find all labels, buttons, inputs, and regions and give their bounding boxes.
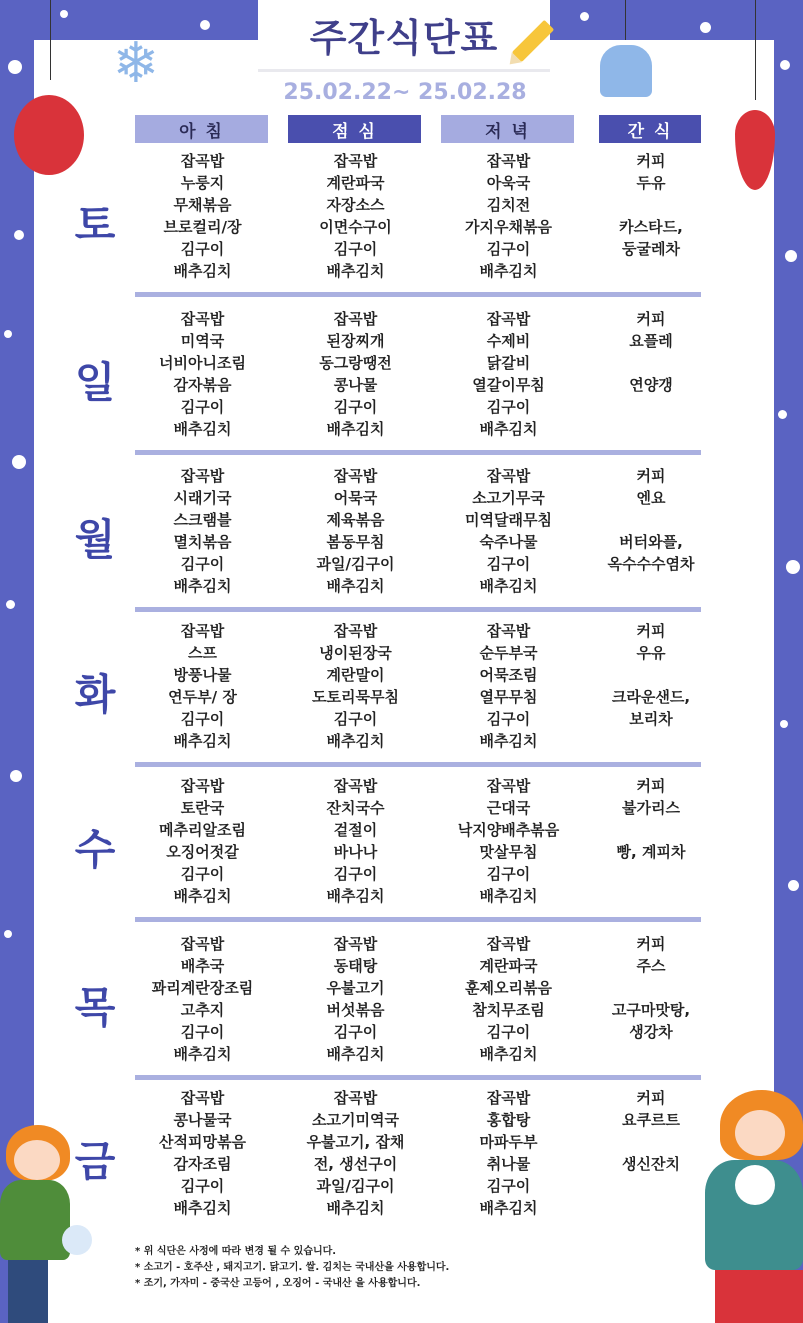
- menu-item: 숙주나물: [479, 533, 538, 551]
- menu-item: 요쿠르트: [622, 1111, 680, 1129]
- menu-item: 김치전: [486, 196, 531, 214]
- lunch-column: [288, 150, 423, 282]
- breakfast-column: [135, 620, 270, 752]
- header-lunch: 점 심: [288, 115, 421, 143]
- snack-column: [599, 150, 703, 282]
- menu-item: 둥굴레차: [622, 240, 680, 258]
- menu-item: 스프: [188, 644, 217, 662]
- menu-item: 배추김치: [173, 887, 232, 905]
- menu-item: 김구이: [180, 865, 225, 883]
- menu-item: 김구이: [333, 240, 378, 258]
- menu-item: 김구이: [333, 865, 378, 883]
- menu-item: 배추김치: [173, 732, 232, 750]
- breakfast-column: [135, 150, 270, 282]
- row-divider: [135, 607, 701, 612]
- note-2: * 소고기 - 호주산 , 돼지고기. 닭고기. 쌀. 김치는 국내산을 사용합니다.: [135, 1262, 450, 1273]
- menu-item: 열무무침: [479, 688, 538, 706]
- menu-item: 배추김치: [479, 420, 538, 438]
- menu-item: 잡곡밥: [333, 1089, 378, 1107]
- menu-item: 버섯볶음: [326, 1001, 385, 1019]
- menu-item: 배추김치: [326, 1199, 385, 1217]
- menu-item: 가지우채볶음: [465, 218, 552, 236]
- menu-item: 동태탕: [333, 957, 378, 975]
- dinner-column: [441, 620, 576, 752]
- menu-item: 커피: [636, 467, 666, 485]
- menu-item: 배추김치: [326, 577, 385, 595]
- menu-item: 배추김치: [479, 1045, 538, 1063]
- menu-item: 무채볶음: [173, 196, 232, 214]
- menu-item: 김구이: [486, 398, 531, 416]
- menu-item: 잡곡밥: [486, 1089, 531, 1107]
- lunch-column: [288, 465, 423, 597]
- menu-item: 카스타드,: [619, 218, 683, 236]
- menu-item: 꽈리계란장조림: [151, 979, 254, 997]
- row-divider: [135, 450, 701, 455]
- menu-item: 잡곡밥: [333, 310, 378, 328]
- menu-item: 커피: [636, 935, 666, 953]
- menu-item: 잡곡밥: [180, 1089, 225, 1107]
- row-divider: [135, 917, 701, 922]
- menu-item: 배추김치: [173, 1045, 232, 1063]
- menu-item: 배추김치: [479, 577, 538, 595]
- snack-column: [599, 775, 703, 907]
- menu-item: 잡곡밥: [180, 777, 225, 795]
- menu-item: 잡곡밥: [180, 310, 225, 328]
- menu-item: 김구이: [180, 1177, 225, 1195]
- menu-item: 브로컬리/장: [163, 218, 242, 236]
- menu-item: 이면수구이: [319, 218, 392, 236]
- menu-item: 김구이: [180, 398, 225, 416]
- menu-item: 참치무조림: [472, 1001, 545, 1019]
- header-dinner: 저 녁: [441, 115, 574, 143]
- lunch-column: [288, 1087, 423, 1219]
- menu-item: 미역달래무침: [465, 511, 552, 529]
- menu-item: 배추김치: [173, 577, 232, 595]
- menu-item: 수제비: [486, 332, 531, 350]
- menu-item: 배추김치: [326, 732, 385, 750]
- menu-item: 고추지: [180, 1001, 225, 1019]
- menu-item: 잡곡밥: [486, 467, 531, 485]
- breakfast-column: [135, 308, 270, 440]
- menu-item: 감자볶음: [173, 376, 232, 394]
- menu-item: 미역국: [180, 332, 225, 350]
- menu-item: 겉절이: [333, 821, 378, 839]
- menu-item: 순두부국: [479, 644, 538, 662]
- menu-item: 빵, 계피차: [616, 843, 686, 861]
- menu-item: 배추국: [180, 957, 225, 975]
- menu-item: 김구이: [486, 555, 531, 573]
- menu-item: 불가리스: [622, 799, 680, 817]
- menu-item: 김구이: [180, 555, 225, 573]
- day-label: 일: [74, 358, 116, 407]
- menu-item: 배추김치: [326, 1045, 385, 1063]
- menu-item: 주스: [636, 957, 666, 975]
- breakfast-column: [135, 1087, 270, 1219]
- menu-item: 잡곡밥: [486, 777, 531, 795]
- menu-item: 계란말이: [326, 666, 385, 684]
- menu-item: 잡곡밥: [486, 152, 531, 170]
- menu-item: 산적피망볶음: [159, 1133, 246, 1151]
- dinner-column: [441, 933, 576, 1065]
- menu-item: 소고기무국: [472, 489, 545, 507]
- menu-item: 아욱국: [486, 174, 531, 192]
- day-label: 월: [74, 515, 116, 564]
- menu-item: 요플레: [629, 332, 673, 350]
- menu-item: 커피: [636, 777, 666, 795]
- menu-item: 배추김치: [479, 732, 538, 750]
- menu-item: 자장소스: [326, 196, 385, 214]
- day-label: 수: [74, 825, 116, 874]
- dinner-column: [441, 1087, 576, 1219]
- menu-item: 배추김치: [326, 887, 385, 905]
- menu-item: 김구이: [180, 1023, 225, 1041]
- menu-item: 배추김치: [479, 262, 538, 280]
- menu-item: 전, 생선구이: [313, 1155, 398, 1173]
- menu-item: 어묵국: [333, 489, 378, 507]
- menu-item: 시래기국: [173, 489, 232, 507]
- menu-item: 우불고기, 잡채: [306, 1133, 405, 1151]
- menu-item: 스크램블: [173, 511, 232, 529]
- menu-item: 잡곡밥: [180, 935, 225, 953]
- menu-item: 잡곡밥: [333, 935, 378, 953]
- menu-item: 우불고기: [326, 979, 385, 997]
- menu-item: 누룽지: [180, 174, 225, 192]
- menu-item: 커피: [636, 622, 666, 640]
- menu-item: 근대국: [486, 799, 531, 817]
- menu-item: 열갈이무침: [472, 376, 545, 394]
- menu-item: 잡곡밥: [486, 935, 531, 953]
- snack-column: [599, 465, 703, 597]
- menu-item: 잡곡밥: [180, 152, 225, 170]
- day-label: 금: [74, 1137, 116, 1186]
- menu-item: 김구이: [180, 240, 225, 258]
- menu-item: 소고기미역국: [312, 1111, 399, 1129]
- menu-item: 크라운샌드,: [611, 688, 691, 706]
- row-divider: [135, 762, 701, 767]
- menu-item: 과일/김구이: [316, 555, 395, 573]
- dinner-column: [441, 465, 576, 597]
- menu-item: 계란파국: [479, 957, 538, 975]
- snowflake-icon: ❄: [112, 31, 160, 96]
- menu-item: 보리차: [629, 710, 673, 728]
- menu-item: 커피: [636, 152, 666, 170]
- dinner-column: [441, 150, 576, 282]
- menu-item: 잡곡밥: [486, 310, 531, 328]
- menu-item: 생강차: [629, 1023, 673, 1041]
- day-label: 화: [74, 670, 116, 719]
- menu-item: 버터와플,: [619, 533, 683, 551]
- menu-item: 김구이: [486, 710, 531, 728]
- menu-item: 바나나: [333, 843, 378, 861]
- menu-item: 커피: [636, 310, 666, 328]
- menu-item: 계란파국: [326, 174, 385, 192]
- menu-item: 김구이: [486, 1177, 531, 1195]
- menu-item: 도토리묵무침: [312, 688, 399, 706]
- menu-item: 잡곡밥: [333, 622, 378, 640]
- menu-item: 너비아니조림: [159, 354, 246, 372]
- menu-item: 잡곡밥: [180, 622, 225, 640]
- date-range: 25.02.22~ 25.02.28: [283, 80, 527, 105]
- title-banner: [258, 0, 550, 72]
- menu-item: 홍합탕: [486, 1111, 531, 1129]
- row-divider: [135, 292, 701, 297]
- menu-item: 멸치볶음: [173, 533, 232, 551]
- menu-item: 잡곡밥: [333, 152, 378, 170]
- menu-item: 고구마맛탕,: [611, 1001, 691, 1019]
- menu-item: 생신잔치: [622, 1155, 680, 1173]
- menu-item: 커피: [636, 1089, 666, 1107]
- menu-item: 배추김치: [479, 1199, 538, 1217]
- menu-item: 배추김치: [173, 262, 232, 280]
- menu-item: 훈제오리볶음: [465, 979, 552, 997]
- menu-item: 배추김치: [326, 262, 385, 280]
- menu-item: 김구이: [333, 710, 378, 728]
- menu-item: 오징어젓갈: [166, 843, 239, 861]
- menu-item: 옥수수수염차: [607, 555, 695, 573]
- header-snack: 간 식: [599, 115, 701, 143]
- menu-item: 방풍나물: [173, 666, 232, 684]
- page-title: 주간식단표: [309, 16, 499, 60]
- menu-item: 냉이된장국: [319, 644, 392, 662]
- menu-item: 김구이: [333, 1023, 378, 1041]
- breakfast-column: [135, 465, 270, 597]
- menu-item: 어묵조림: [479, 666, 538, 684]
- menu-item: 김구이: [180, 710, 225, 728]
- snack-column: [599, 620, 703, 752]
- dinner-column: [441, 308, 576, 440]
- menu-item: 배추김치: [173, 1199, 232, 1217]
- menu-item: 봄동무침: [326, 533, 385, 551]
- menu-item: 동그랑땡전: [319, 354, 392, 372]
- menu-item: 잡곡밥: [333, 777, 378, 795]
- menu-item: 메추리알조림: [159, 821, 246, 839]
- menu-item: 낙지양배추볶음: [457, 821, 560, 839]
- lunch-column: [288, 775, 423, 907]
- day-label: 토: [74, 200, 116, 249]
- menu-item: 배추김치: [479, 887, 538, 905]
- lunch-column: [288, 308, 423, 440]
- lunch-column: [288, 620, 423, 752]
- header-breakfast: 아 침: [135, 115, 268, 143]
- breakfast-column: [135, 933, 270, 1065]
- menu-item: 닭갈비: [486, 354, 531, 372]
- menu-item: 김구이: [333, 398, 378, 416]
- menu-item: 취나물: [486, 1155, 531, 1173]
- snack-column: [599, 1087, 703, 1219]
- menu-item: 맛살무침: [479, 843, 538, 861]
- menu-item: 두유: [636, 174, 666, 192]
- day-label: 목: [74, 983, 116, 1032]
- row-divider: [135, 1075, 701, 1080]
- menu-item: 엔요: [636, 489, 666, 507]
- menu-item: 우유: [636, 644, 666, 662]
- menu-item: 김구이: [486, 240, 531, 258]
- menu-item: 콩나물: [333, 376, 378, 394]
- menu-item: 마파두부: [479, 1133, 538, 1151]
- menu-item: 잔치국수: [326, 799, 385, 817]
- menu-item: 김구이: [486, 865, 531, 883]
- snack-column: [599, 933, 703, 1065]
- dinner-column: [441, 775, 576, 907]
- menu-item: 연양갱: [629, 376, 673, 394]
- menu-item: 김구이: [486, 1023, 531, 1041]
- menu-item: 콩나물국: [173, 1111, 232, 1129]
- menu-item: 연두부/ 장: [168, 688, 237, 706]
- breakfast-column: [135, 775, 270, 907]
- note-1: * 위 식단은 사정에 따라 변경 될 수 있습니다.: [135, 1246, 337, 1257]
- lunch-column: [288, 933, 423, 1065]
- snack-column: [599, 308, 703, 440]
- menu-item: 배추김치: [173, 420, 232, 438]
- menu-item: 잡곡밥: [486, 622, 531, 640]
- menu-item: 배추김치: [326, 420, 385, 438]
- pencil-icon: [512, 20, 554, 62]
- menu-item: 제육볶음: [326, 511, 385, 529]
- menu-item: 과일/김구이: [316, 1177, 395, 1195]
- menu-item: 잡곡밥: [333, 467, 378, 485]
- menu-item: 토란국: [180, 799, 225, 817]
- footnotes: [135, 1244, 449, 1292]
- note-3: * 조기, 가자미 - 중국산 고등어 , 오징어 - 국내산 을 사용합니다.: [135, 1278, 421, 1289]
- menu-item: 잡곡밥: [180, 467, 225, 485]
- menu-item: 감자조림: [173, 1155, 232, 1173]
- menu-item: 된장찌개: [326, 332, 385, 350]
